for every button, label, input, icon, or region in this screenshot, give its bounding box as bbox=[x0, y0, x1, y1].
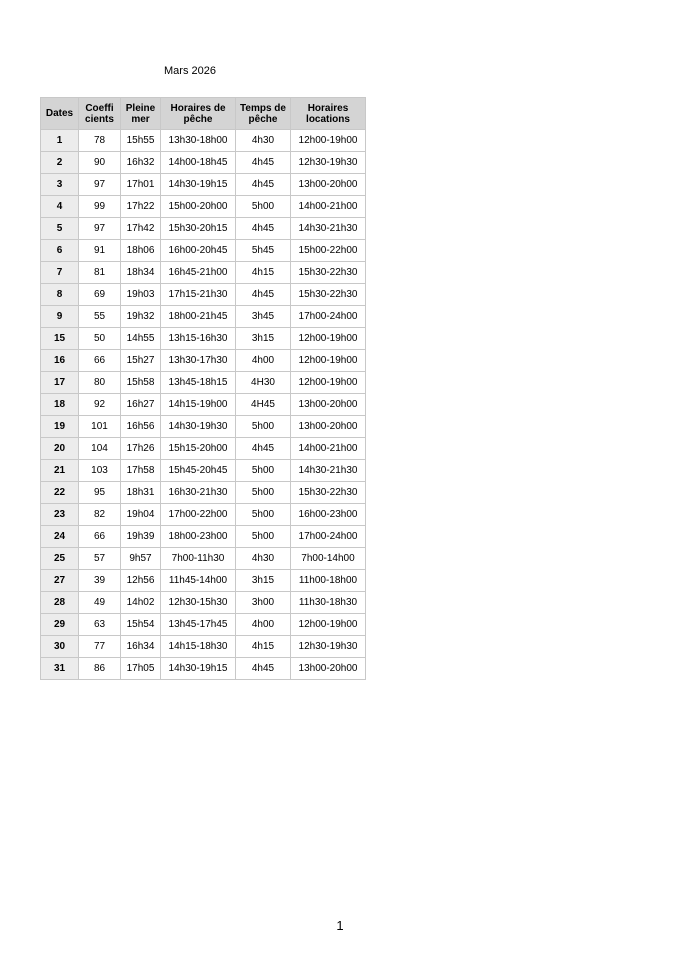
high-tide-cell: 18h34 bbox=[121, 262, 161, 284]
rental-hours-cell: 14h00-21h00 bbox=[291, 438, 366, 460]
high-tide-cell: 17h05 bbox=[121, 658, 161, 680]
column-header-line: Temps de bbox=[240, 102, 286, 114]
fishing-hours-cell: 16h45-21h00 bbox=[161, 262, 236, 284]
high-tide-cell: 16h56 bbox=[121, 416, 161, 438]
rental-hours-cell: 15h00-22h00 bbox=[291, 240, 366, 262]
coefficient-cell: 101 bbox=[79, 416, 121, 438]
rental-hours-cell: 12h00-19h00 bbox=[291, 350, 366, 372]
date-cell: 6 bbox=[41, 240, 79, 262]
column-header-rental-hours bbox=[291, 98, 366, 130]
coefficient-cell: 78 bbox=[79, 130, 121, 152]
fishing-hours-cell: 16h30-21h30 bbox=[161, 482, 236, 504]
column-header-line: cients bbox=[85, 113, 114, 125]
high-tide-cell: 18h31 bbox=[121, 482, 161, 504]
rental-hours-cell: 13h00-20h00 bbox=[291, 658, 366, 680]
high-tide-cell: 14h55 bbox=[121, 328, 161, 350]
high-tide-cell: 17h26 bbox=[121, 438, 161, 460]
date-cell: 8 bbox=[41, 284, 79, 306]
fishing-hours-cell: 15h30-20h15 bbox=[161, 218, 236, 240]
fishing-hours-cell: 13h45-17h45 bbox=[161, 614, 236, 636]
rental-hours-cell: 12h00-19h00 bbox=[291, 328, 366, 350]
coefficient-cell: 57 bbox=[79, 548, 121, 570]
fishing-hours-cell: 16h00-20h45 bbox=[161, 240, 236, 262]
coefficient-cell: 97 bbox=[79, 218, 121, 240]
coefficient-cell: 69 bbox=[79, 284, 121, 306]
column-header-line: mer bbox=[131, 113, 150, 125]
rental-hours-cell: 15h30-22h30 bbox=[291, 482, 366, 504]
page-number: 1 bbox=[336, 918, 344, 933]
rental-hours-cell: 14h30-21h30 bbox=[291, 460, 366, 482]
rental-hours-cell: 13h00-20h00 bbox=[291, 394, 366, 416]
rental-hours-cell: 16h00-23h00 bbox=[291, 504, 366, 526]
fishing-duration-cell: 4h45 bbox=[236, 152, 291, 174]
table-row bbox=[41, 284, 366, 306]
high-tide-cell: 14h02 bbox=[121, 592, 161, 614]
fishing-duration-cell: 4h30 bbox=[236, 130, 291, 152]
table-row bbox=[41, 460, 366, 482]
fishing-duration-cell: 4H45 bbox=[236, 394, 291, 416]
date-cell: 15 bbox=[41, 328, 79, 350]
rental-hours-cell: 14h30-21h30 bbox=[291, 218, 366, 240]
fishing-duration-cell: 4h15 bbox=[236, 636, 291, 658]
coefficient-cell: 82 bbox=[79, 504, 121, 526]
fishing-hours-cell: 18h00-21h45 bbox=[161, 306, 236, 328]
fishing-duration-cell: 5h00 bbox=[236, 196, 291, 218]
high-tide-cell: 19h39 bbox=[121, 526, 161, 548]
high-tide-cell: 16h27 bbox=[121, 394, 161, 416]
fishing-hours-cell: 17h00-22h00 bbox=[161, 504, 236, 526]
high-tide-cell: 17h01 bbox=[121, 174, 161, 196]
fishing-hours-cell: 15h00-20h00 bbox=[161, 196, 236, 218]
fishing-hours-cell: 7h00-11h30 bbox=[161, 548, 236, 570]
column-header-line: Dates bbox=[45, 108, 74, 119]
column-header-line: Coeffi bbox=[85, 102, 114, 114]
page-title: Mars 2026 bbox=[164, 65, 216, 77]
fishing-duration-cell: 4h45 bbox=[236, 218, 291, 240]
date-cell: 2 bbox=[41, 152, 79, 174]
fishing-duration-cell: 5h00 bbox=[236, 482, 291, 504]
rental-hours-cell: 17h00-24h00 bbox=[291, 526, 366, 548]
date-cell: 20 bbox=[41, 438, 79, 460]
table-row bbox=[41, 196, 366, 218]
date-cell: 31 bbox=[41, 658, 79, 680]
column-header-line: pêche bbox=[183, 113, 213, 125]
high-tide-cell: 15h27 bbox=[121, 350, 161, 372]
fishing-duration-cell: 4h45 bbox=[236, 658, 291, 680]
coefficient-cell: 80 bbox=[79, 372, 121, 394]
fishing-duration-cell: 4h00 bbox=[236, 350, 291, 372]
column-header-high-tide bbox=[121, 98, 161, 130]
fishing-hours-cell: 18h00-23h00 bbox=[161, 526, 236, 548]
date-cell: 21 bbox=[41, 460, 79, 482]
coefficient-cell: 55 bbox=[79, 306, 121, 328]
column-header-dates bbox=[41, 98, 79, 130]
coefficient-cell: 66 bbox=[79, 526, 121, 548]
table-row bbox=[41, 526, 366, 548]
date-cell: 25 bbox=[41, 548, 79, 570]
date-cell: 16 bbox=[41, 350, 79, 372]
high-tide-cell: 19h03 bbox=[121, 284, 161, 306]
column-header-fishing-hours bbox=[161, 98, 236, 130]
high-tide-cell: 12h56 bbox=[121, 570, 161, 592]
table-row bbox=[41, 240, 366, 262]
table-row bbox=[41, 438, 366, 460]
date-cell: 19 bbox=[41, 416, 79, 438]
rental-hours-cell: 13h00-20h00 bbox=[291, 416, 366, 438]
coefficient-cell: 99 bbox=[79, 196, 121, 218]
table-row bbox=[41, 174, 366, 196]
table-row bbox=[41, 152, 366, 174]
date-cell: 27 bbox=[41, 570, 79, 592]
rental-hours-cell: 12h30-19h30 bbox=[291, 152, 366, 174]
fishing-duration-cell: 4H30 bbox=[236, 372, 291, 394]
fishing-hours-cell: 17h15-21h30 bbox=[161, 284, 236, 306]
high-tide-cell: 18h06 bbox=[121, 240, 161, 262]
table-row bbox=[41, 636, 366, 658]
rental-hours-cell: 12h00-19h00 bbox=[291, 614, 366, 636]
date-cell: 1 bbox=[41, 130, 79, 152]
fishing-hours-cell: 13h30-18h00 bbox=[161, 130, 236, 152]
fishing-duration-cell: 3h15 bbox=[236, 328, 291, 350]
date-cell: 18 bbox=[41, 394, 79, 416]
fishing-hours-cell: 14h30-19h15 bbox=[161, 174, 236, 196]
rental-hours-cell: 17h00-24h00 bbox=[291, 306, 366, 328]
table-row bbox=[41, 504, 366, 526]
fishing-duration-cell: 4h30 bbox=[236, 548, 291, 570]
table-row bbox=[41, 548, 366, 570]
date-cell: 3 bbox=[41, 174, 79, 196]
high-tide-cell: 17h42 bbox=[121, 218, 161, 240]
tide-schedule-table bbox=[40, 97, 366, 680]
table-row bbox=[41, 658, 366, 680]
table-row bbox=[41, 416, 366, 438]
column-header-line: Horaires bbox=[307, 102, 349, 114]
coefficient-cell: 66 bbox=[79, 350, 121, 372]
fishing-hours-cell: 14h15-18h30 bbox=[161, 636, 236, 658]
table-row bbox=[41, 482, 366, 504]
table-row bbox=[41, 372, 366, 394]
date-cell: 17 bbox=[41, 372, 79, 394]
fishing-duration-cell: 5h45 bbox=[236, 240, 291, 262]
fishing-duration-cell: 5h00 bbox=[236, 526, 291, 548]
rental-hours-cell: 15h30-22h30 bbox=[291, 284, 366, 306]
rental-hours-cell: 12h00-19h00 bbox=[291, 372, 366, 394]
fishing-hours-cell: 12h30-15h30 bbox=[161, 592, 236, 614]
table-body bbox=[41, 130, 366, 680]
coefficient-cell: 81 bbox=[79, 262, 121, 284]
column-header-fishing-duration bbox=[236, 98, 291, 130]
rental-hours-cell: 12h00-19h00 bbox=[291, 130, 366, 152]
table-row bbox=[41, 262, 366, 284]
fishing-duration-cell: 4h15 bbox=[236, 262, 291, 284]
table-row bbox=[41, 328, 366, 350]
coefficient-cell: 95 bbox=[79, 482, 121, 504]
rental-hours-cell: 11h30-18h30 bbox=[291, 592, 366, 614]
table-row bbox=[41, 130, 366, 152]
column-header-line: locations bbox=[306, 113, 350, 125]
fishing-duration-cell: 3h00 bbox=[236, 592, 291, 614]
rental-hours-cell: 11h00-18h00 bbox=[291, 570, 366, 592]
table-row bbox=[41, 350, 366, 372]
table-row bbox=[41, 394, 366, 416]
date-cell: 9 bbox=[41, 306, 79, 328]
table-row bbox=[41, 218, 366, 240]
fishing-hours-cell: 13h45-18h15 bbox=[161, 372, 236, 394]
column-header-line: Pleine bbox=[125, 102, 156, 114]
fishing-hours-cell: 14h30-19h30 bbox=[161, 416, 236, 438]
fishing-hours-cell: 15h15-20h00 bbox=[161, 438, 236, 460]
header-row bbox=[41, 98, 366, 130]
coefficient-cell: 63 bbox=[79, 614, 121, 636]
fishing-duration-cell: 3h45 bbox=[236, 306, 291, 328]
rental-hours-cell: 13h00-20h00 bbox=[291, 174, 366, 196]
fishing-duration-cell: 5h00 bbox=[236, 504, 291, 526]
fishing-duration-cell: 4h45 bbox=[236, 438, 291, 460]
date-cell: 4 bbox=[41, 196, 79, 218]
high-tide-cell: 16h32 bbox=[121, 152, 161, 174]
date-cell: 28 bbox=[41, 592, 79, 614]
fishing-duration-cell: 4h00 bbox=[236, 614, 291, 636]
rental-hours-cell: 7h00-14h00 bbox=[291, 548, 366, 570]
date-cell: 23 bbox=[41, 504, 79, 526]
high-tide-cell: 15h54 bbox=[121, 614, 161, 636]
fishing-duration-cell: 4h45 bbox=[236, 284, 291, 306]
date-cell: 7 bbox=[41, 262, 79, 284]
date-cell: 5 bbox=[41, 218, 79, 240]
column-header-line: Horaires de bbox=[170, 102, 226, 114]
coefficient-cell: 86 bbox=[79, 658, 121, 680]
fishing-duration-cell: 5h00 bbox=[236, 460, 291, 482]
rental-hours-cell: 15h30-22h30 bbox=[291, 262, 366, 284]
coefficient-cell: 49 bbox=[79, 592, 121, 614]
rental-hours-cell: 12h30-19h30 bbox=[291, 636, 366, 658]
table-row bbox=[41, 614, 366, 636]
table-row bbox=[41, 570, 366, 592]
coefficient-cell: 104 bbox=[79, 438, 121, 460]
date-cell: 22 bbox=[41, 482, 79, 504]
coefficient-cell: 103 bbox=[79, 460, 121, 482]
high-tide-cell: 17h58 bbox=[121, 460, 161, 482]
high-tide-cell: 9h57 bbox=[121, 548, 161, 570]
high-tide-cell: 17h22 bbox=[121, 196, 161, 218]
coefficient-cell: 39 bbox=[79, 570, 121, 592]
fishing-hours-cell: 11h45-14h00 bbox=[161, 570, 236, 592]
fishing-hours-cell: 15h45-20h45 bbox=[161, 460, 236, 482]
table-row bbox=[41, 592, 366, 614]
coefficient-cell: 77 bbox=[79, 636, 121, 658]
date-cell: 24 bbox=[41, 526, 79, 548]
fishing-hours-cell: 14h30-19h15 bbox=[161, 658, 236, 680]
high-tide-cell: 19h04 bbox=[121, 504, 161, 526]
coefficient-cell: 97 bbox=[79, 174, 121, 196]
fishing-duration-cell: 5h00 bbox=[236, 416, 291, 438]
high-tide-cell: 15h55 bbox=[121, 130, 161, 152]
fishing-hours-cell: 14h15-19h00 bbox=[161, 394, 236, 416]
rental-hours-cell: 14h00-21h00 bbox=[291, 196, 366, 218]
coefficient-cell: 92 bbox=[79, 394, 121, 416]
column-header-coefficients bbox=[79, 98, 121, 130]
date-cell: 29 bbox=[41, 614, 79, 636]
fishing-duration-cell: 3h15 bbox=[236, 570, 291, 592]
high-tide-cell: 19h32 bbox=[121, 306, 161, 328]
high-tide-cell: 15h58 bbox=[121, 372, 161, 394]
fishing-hours-cell: 13h30-17h30 bbox=[161, 350, 236, 372]
column-header-line: pêche bbox=[248, 113, 278, 125]
fishing-duration-cell: 4h45 bbox=[236, 174, 291, 196]
table-row bbox=[41, 306, 366, 328]
fishing-hours-cell: 13h15-16h30 bbox=[161, 328, 236, 350]
high-tide-cell: 16h34 bbox=[121, 636, 161, 658]
coefficient-cell: 90 bbox=[79, 152, 121, 174]
coefficient-cell: 50 bbox=[79, 328, 121, 350]
fishing-hours-cell: 14h00-18h45 bbox=[161, 152, 236, 174]
date-cell: 30 bbox=[41, 636, 79, 658]
coefficient-cell: 91 bbox=[79, 240, 121, 262]
